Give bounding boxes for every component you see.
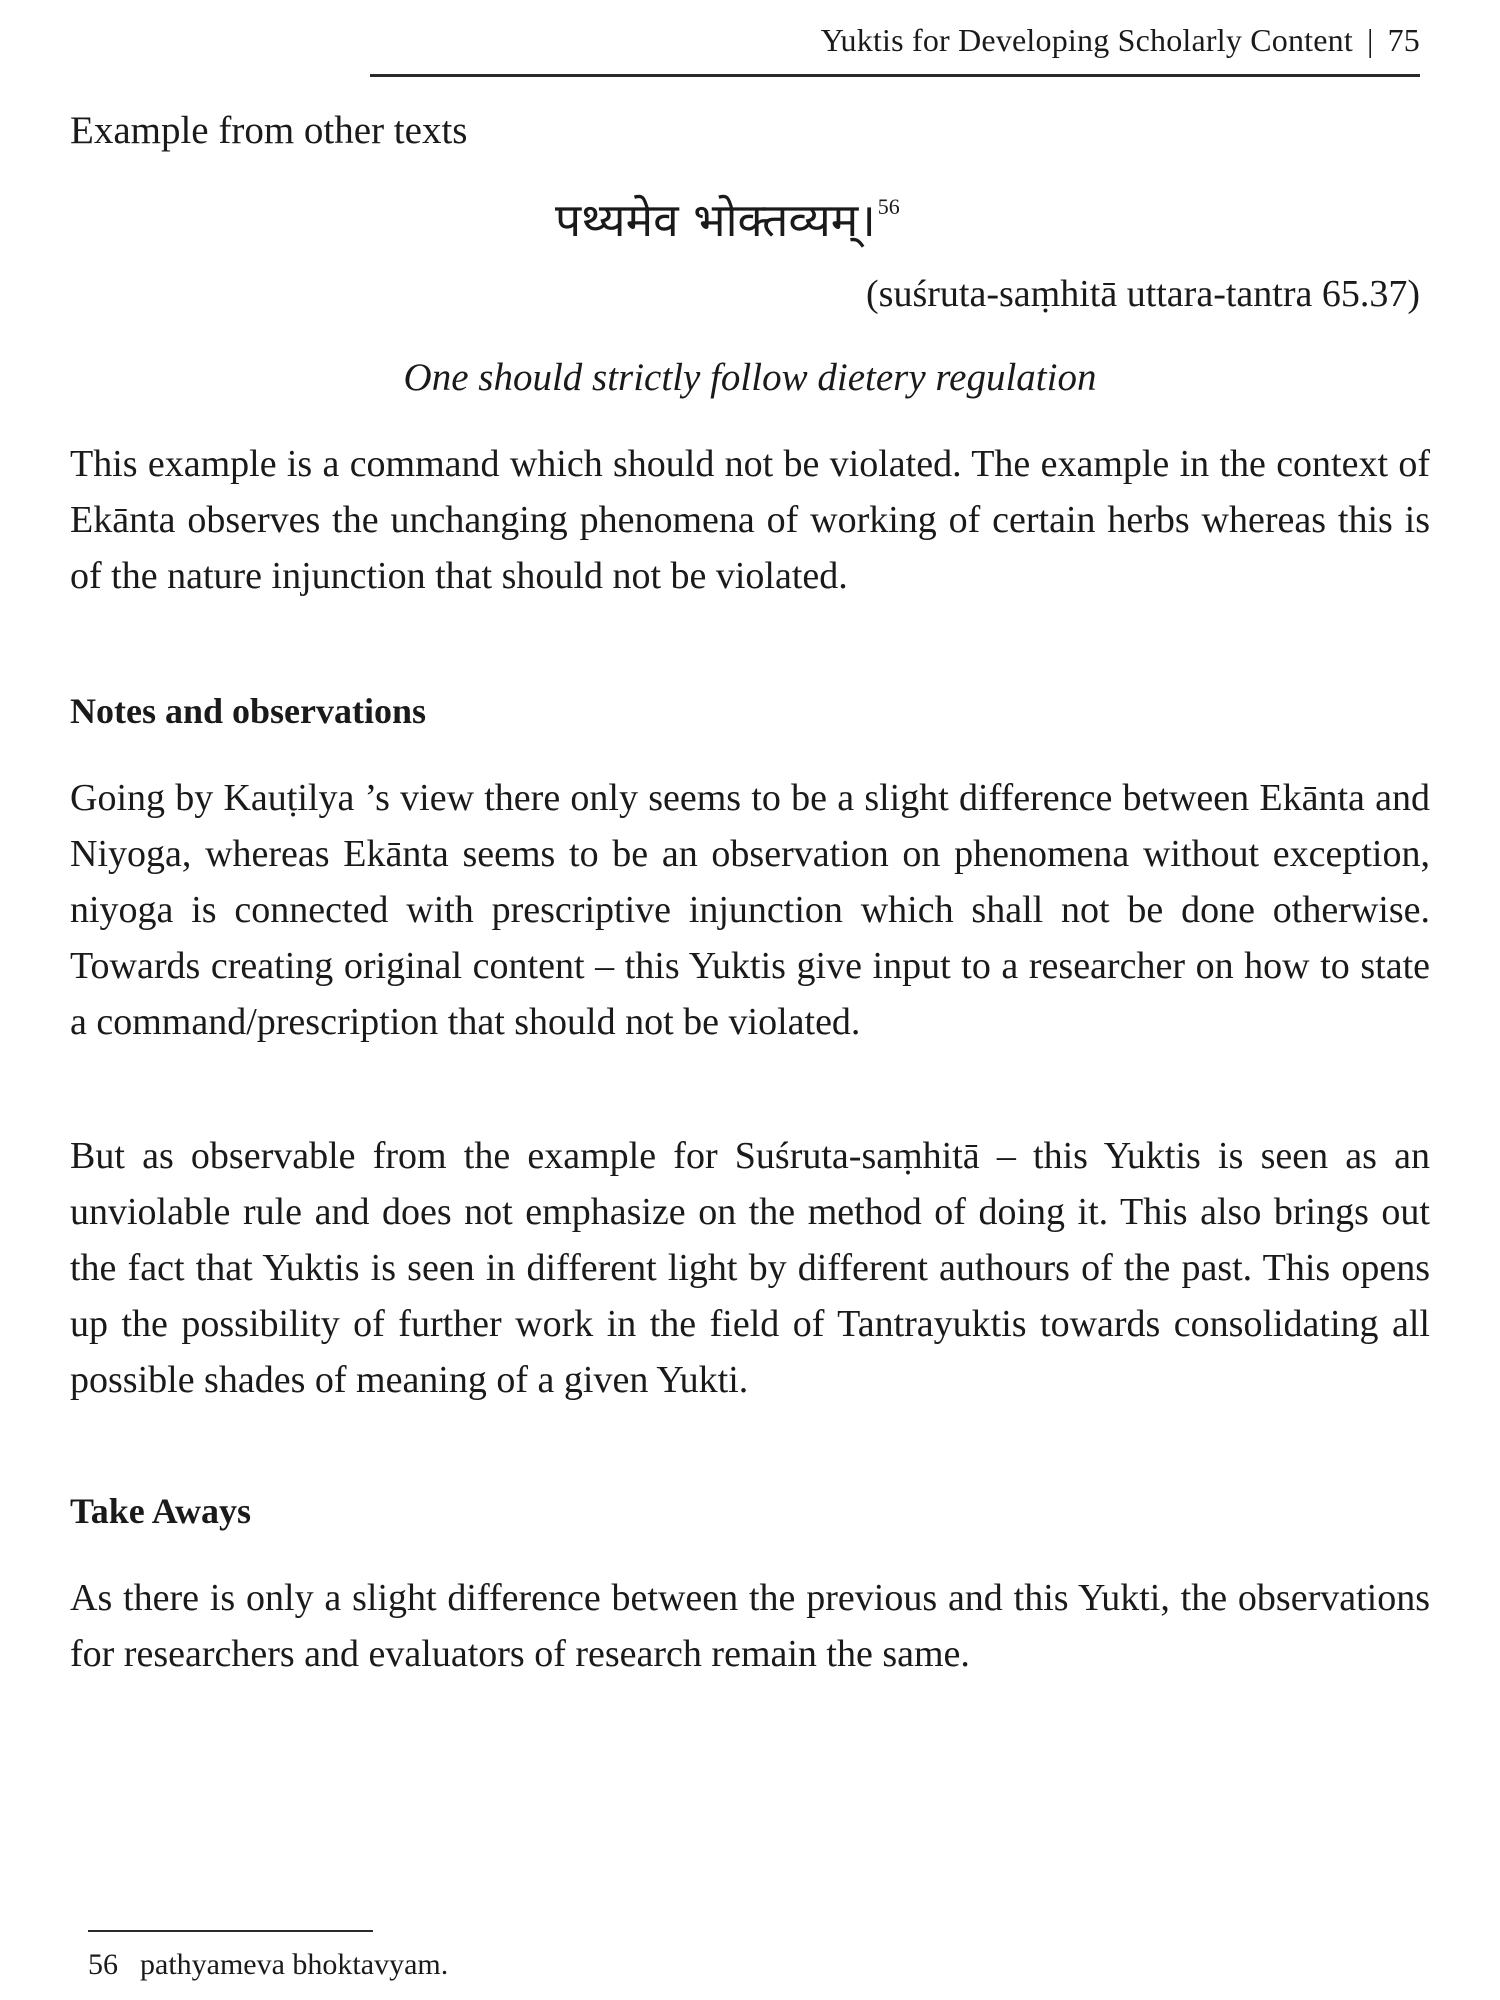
footnote — [88, 1948, 448, 1982]
paragraph-4: As there is only a slight difference between the previous and this Yukti, the observations for researchers and evaluators of research remain the same. — [70, 1577, 1430, 1675]
sanskrit-verse — [555, 188, 900, 250]
footnote-rule — [88, 1930, 373, 1932]
example-label: Example from other texts — [70, 109, 468, 152]
takeaways-heading: Take Aways — [70, 1491, 252, 1531]
citation: (suśruta-saṃhitā uttara-tantra 65.37) — [866, 273, 1420, 315]
paragraph-3: But as observable from the example for Suśruta-saṃhitā – this Yuktis is seen as an unviolable rule and does not emphasize on the method of doing it. This also brings out the fact that Yuktis is seen in different light by different authours of the past. This opens up the possibility of further work in the field of Tantrayuktis towards consolidating all possible shades of meaning of a given Yukti. — [70, 1135, 1430, 1401]
footnote-text: pathyameva bhoktavyam. — [140, 1948, 449, 1981]
footnote-ref: 56 — [877, 194, 900, 219]
page-number: 75 — [1387, 22, 1420, 58]
paragraph-1: This example is a command which should not be violated. The example in the context of Ekānta observes the unchanging phenomena of working of certain herbs whereas this is of the nature injunction that should not be violated. — [70, 443, 1430, 597]
footnote-number: 56 — [88, 1948, 118, 1981]
sanskrit-text: पथ्यमेव भोक्तव्यम्। — [555, 193, 876, 247]
paragraph-2: Going by Kauṭilya ’s view there only seems to be a slight difference between Ekānta and Niyoga, whereas Ekānta seems to be an observation on phenomena without exception, niyoga is connected with prescriptive injunction which shall not be done otherwise. Towards creating original content – this Yuktis give input to a researcher on how to state a command/prescription that should not be violated. — [70, 777, 1430, 1043]
running-title: Yuktis for Developing Scholarly Content — [820, 22, 1353, 58]
notes-heading: Notes and observations — [70, 691, 427, 731]
translation: One should strictly follow dietery regulation — [403, 356, 1097, 399]
header-separator: | — [1366, 22, 1374, 58]
header-rule — [370, 74, 1420, 77]
running-head — [821, 22, 1420, 59]
